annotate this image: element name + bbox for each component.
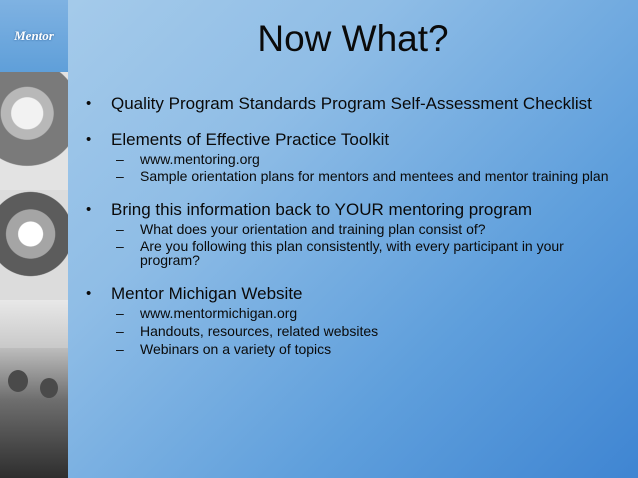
bullet-mark: • [86, 201, 92, 218]
photo-strip [0, 0, 68, 478]
sub-mark: – [116, 221, 124, 237]
mentor-logo [0, 0, 68, 72]
sub-text: What does your orientation and training plan consist of? [140, 221, 486, 237]
sub-item [116, 306, 626, 320]
bullet-mark: • [86, 285, 92, 302]
sub-text: Handouts, resources, related websites [140, 323, 379, 339]
background-photo [0, 300, 68, 348]
logo-text: Mentor [14, 28, 54, 43]
mother-daughter-photo [0, 190, 68, 300]
bullet-item [86, 131, 626, 148]
sub-item [116, 222, 626, 236]
sub-link-mentormichigan[interactable]: www.mentormichigan.org [140, 305, 298, 321]
sub-mark: – [116, 168, 124, 184]
sub-item [116, 342, 626, 356]
sub-mark: – [116, 341, 124, 357]
sub-text: Sample orientation plans for mentors and mentees and mentor training plan [140, 168, 609, 184]
sub-mark: – [116, 323, 124, 339]
slide-title: Now What? [257, 18, 449, 59]
sub-text: Are you following this plan consistently, with every participant in your program? [140, 238, 564, 268]
sub-item [116, 152, 626, 166]
bullet-item [86, 201, 626, 218]
bullet-mark: • [86, 95, 92, 112]
sub-mark: – [116, 305, 124, 321]
men-photo [0, 348, 68, 478]
family-photo [0, 72, 68, 190]
bullet-text: Mentor Michigan Website [111, 284, 303, 303]
sub-text: Webinars on a variety of topics [140, 341, 332, 357]
bullet-item [86, 95, 626, 112]
sub-item [116, 239, 626, 267]
bullet-text: Quality Program Standards Program Self-Assessment Checklist [111, 94, 592, 113]
sub-item [116, 324, 626, 338]
sub-item [116, 169, 626, 183]
sub-mark: – [116, 238, 124, 254]
bullet-mark: • [86, 131, 92, 148]
bullet-item [86, 285, 626, 302]
bullet-text: Elements of Effective Practice Toolkit [111, 130, 390, 149]
bullet-list [86, 95, 626, 356]
sub-mark: – [116, 151, 124, 167]
sub-link-mentoring[interactable]: www.mentoring.org [140, 151, 260, 167]
bullet-text: Bring this information back to YOUR mentoring program [111, 200, 533, 219]
